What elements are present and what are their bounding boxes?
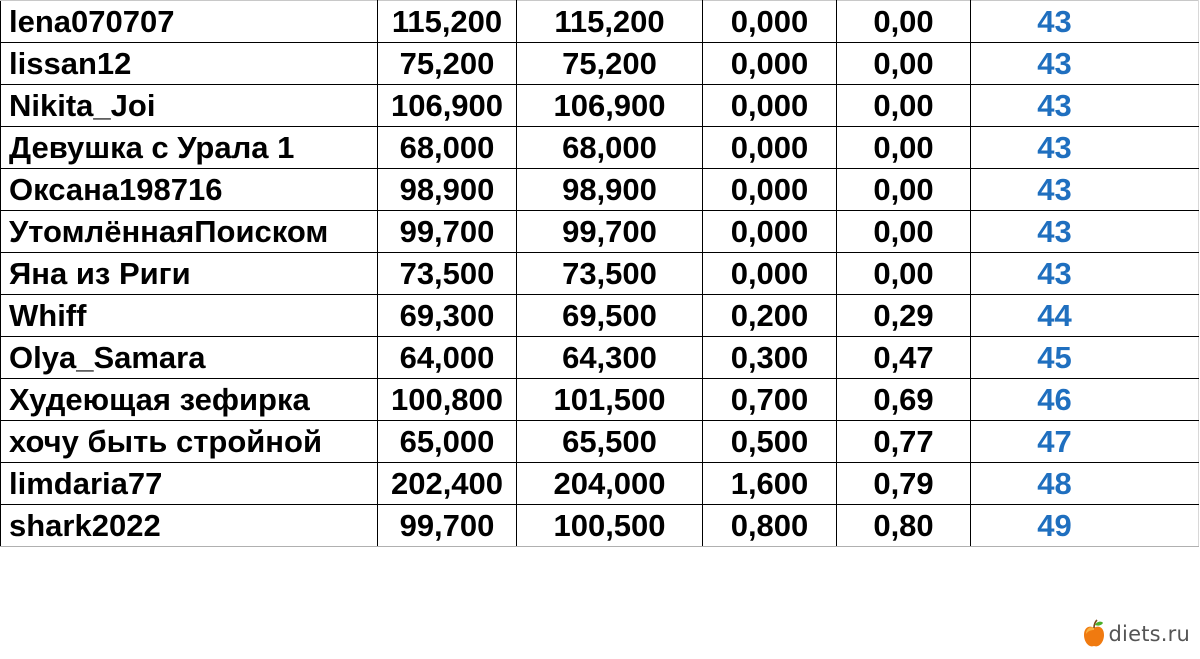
table-row [1, 127, 1199, 169]
current-weight-cell: 65,500 [517, 421, 703, 463]
weight-change-cell: 0,000 [703, 85, 837, 127]
apple-logo-icon [1082, 619, 1106, 649]
weight-change-cell: 0,000 [703, 127, 837, 169]
current-weight-cell: 64,300 [517, 337, 703, 379]
name-cell: хочу быть стройной [1, 421, 378, 463]
weight-change-cell: 0,000 [703, 211, 837, 253]
percent-change-cell: 0,69 [837, 379, 971, 421]
rank-cell: 46 [971, 379, 1199, 421]
current-weight-cell: 75,200 [517, 43, 703, 85]
table-row [1, 421, 1199, 463]
diets-ru-watermark [1082, 617, 1190, 651]
current-weight-cell: 73,500 [517, 253, 703, 295]
table-row [1, 505, 1199, 547]
start-weight-cell: 69,300 [378, 295, 517, 337]
rank-cell: 43 [971, 1, 1199, 43]
name-cell: shark2022 [1, 505, 378, 547]
table-row [1, 169, 1199, 211]
weight-change-cell: 0,500 [703, 421, 837, 463]
rank-cell: 45 [971, 337, 1199, 379]
percent-change-cell: 0,79 [837, 463, 971, 505]
current-weight-cell: 204,000 [517, 463, 703, 505]
table-row [1, 295, 1199, 337]
rank-cell: 43 [971, 127, 1199, 169]
start-weight-cell: 99,700 [378, 505, 517, 547]
table-row [1, 85, 1199, 127]
current-weight-cell: 99,700 [517, 211, 703, 253]
start-weight-cell: 100,800 [378, 379, 517, 421]
weight-change-cell: 0,700 [703, 379, 837, 421]
start-weight-cell: 98,900 [378, 169, 517, 211]
name-cell: Olya_Samara [1, 337, 378, 379]
start-weight-cell: 65,000 [378, 421, 517, 463]
table-row [1, 211, 1199, 253]
table-row [1, 43, 1199, 85]
percent-change-cell: 0,80 [837, 505, 971, 547]
start-weight-cell: 75,200 [378, 43, 517, 85]
name-cell: Nikita_Joi [1, 85, 378, 127]
name-cell: Девушка с Урала 1 [1, 127, 378, 169]
percent-change-cell: 0,00 [837, 43, 971, 85]
rank-cell: 49 [971, 505, 1199, 547]
rank-cell: 48 [971, 463, 1199, 505]
table-row [1, 379, 1199, 421]
weight-change-cell: 0,000 [703, 1, 837, 43]
name-cell: Худеющая зефирка [1, 379, 378, 421]
name-cell: lena070707 [1, 1, 378, 43]
table-row [1, 337, 1199, 379]
start-weight-cell: 106,900 [378, 85, 517, 127]
name-cell: Яна из Риги [1, 253, 378, 295]
rank-cell: 43 [971, 43, 1199, 85]
rank-cell: 44 [971, 295, 1199, 337]
start-weight-cell: 99,700 [378, 211, 517, 253]
table-row [1, 1, 1199, 43]
start-weight-cell: 115,200 [378, 1, 517, 43]
name-cell: Whiff [1, 295, 378, 337]
percent-change-cell: 0,00 [837, 211, 971, 253]
rank-cell: 47 [971, 421, 1199, 463]
current-weight-cell: 69,500 [517, 295, 703, 337]
rank-cell: 43 [971, 211, 1199, 253]
weight-change-cell: 0,000 [703, 253, 837, 295]
current-weight-cell: 68,000 [517, 127, 703, 169]
name-cell: limdaria77 [1, 463, 378, 505]
current-weight-cell: 101,500 [517, 379, 703, 421]
current-weight-cell: 98,900 [517, 169, 703, 211]
percent-change-cell: 0,77 [837, 421, 971, 463]
start-weight-cell: 68,000 [378, 127, 517, 169]
current-weight-cell: 115,200 [517, 1, 703, 43]
table-row [1, 253, 1199, 295]
rank-cell: 43 [971, 253, 1199, 295]
percent-change-cell: 0,00 [837, 253, 971, 295]
weight-change-cell: 0,800 [703, 505, 837, 547]
table-row [1, 463, 1199, 505]
percent-change-cell: 0,47 [837, 337, 971, 379]
weight-change-cell: 0,300 [703, 337, 837, 379]
current-weight-cell: 106,900 [517, 85, 703, 127]
rank-cell: 43 [971, 85, 1199, 127]
start-weight-cell: 64,000 [378, 337, 517, 379]
watermark-text: diets.ru [1108, 622, 1190, 646]
start-weight-cell: 202,400 [378, 463, 517, 505]
percent-change-cell: 0,00 [837, 85, 971, 127]
weight-change-cell: 0,000 [703, 169, 837, 211]
percent-change-cell: 0,00 [837, 1, 971, 43]
rank-cell: 43 [971, 169, 1199, 211]
percent-change-cell: 0,00 [837, 169, 971, 211]
name-cell: Оксана198716 [1, 169, 378, 211]
start-weight-cell: 73,500 [378, 253, 517, 295]
weight-change-cell: 0,000 [703, 43, 837, 85]
name-cell: УтомлённаяПоиском [1, 211, 378, 253]
current-weight-cell: 100,500 [517, 505, 703, 547]
weight-change-cell: 0,200 [703, 295, 837, 337]
name-cell: lissan12 [1, 43, 378, 85]
percent-change-cell: 0,29 [837, 295, 971, 337]
weight-change-cell: 1,600 [703, 463, 837, 505]
percent-change-cell: 0,00 [837, 127, 971, 169]
